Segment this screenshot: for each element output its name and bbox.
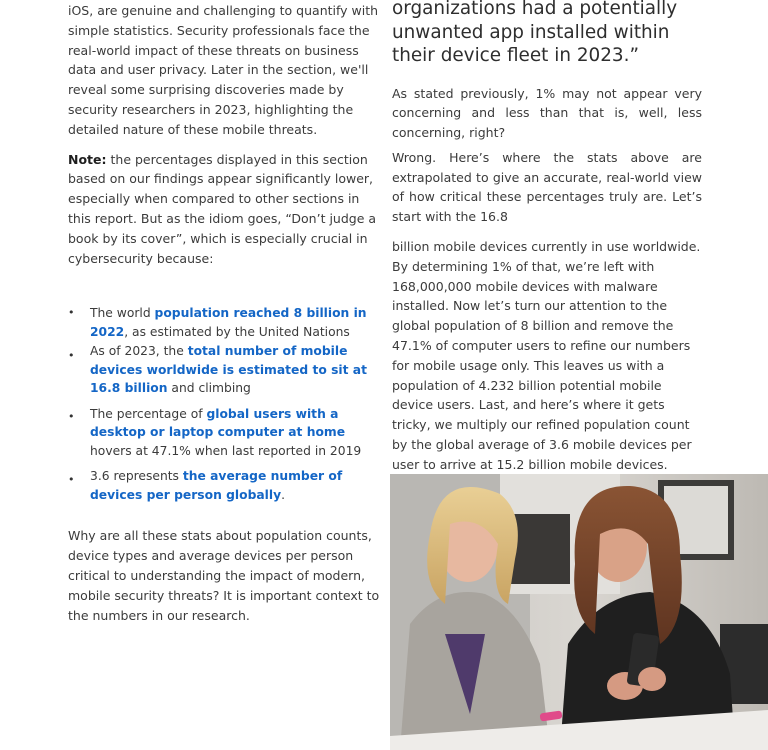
- list-item-text: 3.6 represents: [90, 469, 183, 484]
- list-item: [68, 304, 380, 341]
- devices-per-person-link[interactable]: the average number of devices per person globally: [90, 469, 343, 502]
- desktop-users-link[interactable]: global users with a desktop or laptop computer at home: [90, 406, 346, 440]
- closing-paragraph: Why are all these stats about population counts, device types and average devices per person critical to understanding the impact of modern, mobile security threats? It is important context to the numbers in our research.: [68, 528, 380, 623]
- list-item: [68, 405, 380, 461]
- left-column: [68, 1, 380, 625]
- photo-two-women-phone: [390, 474, 768, 750]
- photo-illustration: [390, 474, 768, 750]
- list-item-text: The world: [90, 306, 155, 321]
- mobile-devices-link[interactable]: total number of mobile devices worldwide is estimated to sit at 16.8 billion: [90, 344, 367, 396]
- right-column: [392, 0, 702, 475]
- bullet-glyph: •: [68, 473, 75, 487]
- list-item-text: , as estimated by the United Nations: [124, 324, 350, 339]
- list-item-text: hovers at 47.1% when last reported in 2019: [90, 443, 362, 458]
- list-item-text: The percentage of: [90, 406, 207, 421]
- intro-paragraph: iOS, are genuine and challenging to quantify with simple statistics. Security professionals face the real-world impact of these threats on business data and user privacy. Later in the section, we'll reveal some surprising discoveries made by security researchers in 2023, highlighting the detailed nature of these mobile threats.: [68, 3, 379, 137]
- paragraph-stated-previously: As stated previously, 1% may not appear very concerning and less than that is, well, less concerning, right?: [392, 85, 702, 141]
- list-item-text: and climbing: [167, 381, 251, 396]
- bullet-glyph: •: [68, 349, 75, 363]
- bullet-glyph: •: [68, 409, 75, 423]
- stats-list: [68, 304, 380, 504]
- list-item-text: As of 2023, the: [90, 344, 188, 359]
- note-paragraph: [68, 150, 380, 269]
- list-item: [68, 467, 380, 504]
- list-item-text: .: [281, 487, 286, 502]
- pull-quote: organizations had a potentially unwanted app installed within their device fleet in 2023.”: [392, 0, 678, 66]
- note-label: Note:: [68, 151, 107, 167]
- bullet-glyph: •: [68, 306, 75, 320]
- paragraph-wrong: Wrong. Here’s where the stats above are extrapolated to give an accurate, real-world view of how critical these percentages truly are. Let’s start with the 16.8: [392, 149, 702, 225]
- note-text: the percentages displayed in this section based on our findings appear significantly lower, especially when compared to other sections in this report. But as the idiom goes, “Don’t judge a book by its cover”, which is especially crucial in cybersecurity because:: [68, 151, 377, 266]
- population-link[interactable]: population reached 8 billion in 2022: [90, 306, 367, 339]
- list-item: [68, 342, 380, 398]
- paragraph-billion-devices: billion mobile devices currently in use worldwide. By determining 1% of that, we’re left with 168,000,000 mobile devices with malware installed. Now let’s turn our attention to the global population of 8 billion and remove the 47.1% of computer users to refine our numbers for mobile usage only. This leaves us with a population of 4.232 billion potential mobile device users. Last, and here’s where it gets tricky, we multiply our refined population count by the global average of 3.6 mobile devices per user to arrive at 15.2 billion mobile devices.: [392, 239, 701, 472]
